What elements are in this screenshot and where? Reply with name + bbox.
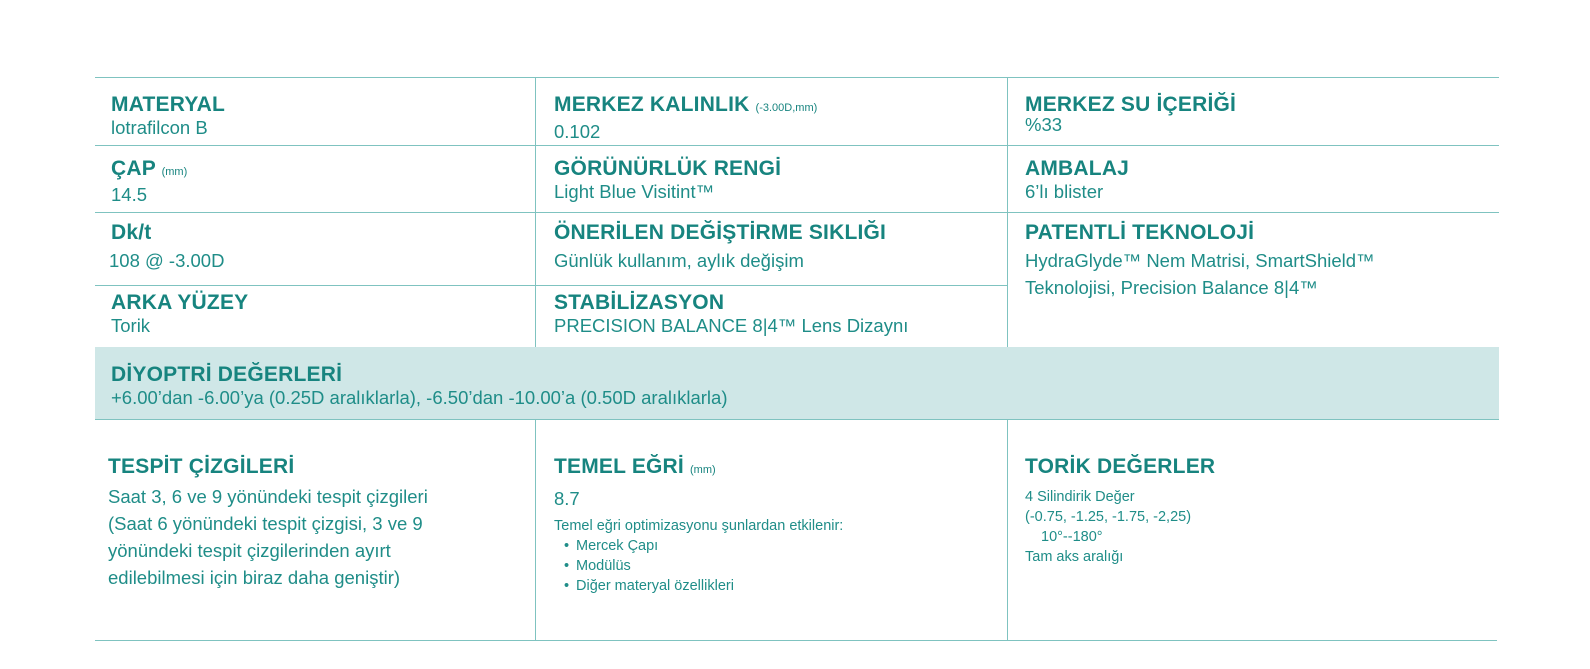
rule-row1	[95, 145, 1499, 146]
cell-value: 6’lı blister	[1025, 181, 1104, 202]
torik-line-4: Tam aks aralığı	[1025, 549, 1124, 565]
temel-bullet-list	[554, 536, 843, 596]
torik-line-2: (-0.75, -1.25, -1.75, -2,25)	[1025, 509, 1192, 525]
cell-degistirme-sikligi	[554, 221, 886, 272]
cell-title: STABİLİZASYON	[554, 291, 725, 314]
col-divider-2-bottom	[1007, 419, 1008, 641]
cell-unit: (mm)	[690, 464, 716, 476]
cell-stabilizasyon	[554, 291, 908, 337]
cell-torik-degerler	[1025, 455, 1215, 567]
cell-title: TESPİT ÇİZGİLERİ	[108, 455, 295, 478]
cell-title: AMBALAJ	[1025, 157, 1130, 180]
cell-ambalaj	[1025, 157, 1129, 203]
cell-value: PRECISION BALANCE 8|4™ Lens Dizaynı	[554, 315, 909, 336]
rule-bottom	[95, 640, 1497, 641]
cell-title: TORİK DEĞERLER	[1025, 455, 1216, 478]
list-item: • Diğer materyal özellikleri	[564, 578, 734, 594]
tespit-line-4: edilebilmesi için biraz daha geniştir)	[108, 567, 401, 588]
cell-unit: (mm)	[161, 166, 188, 178]
torik-line-1: 4 Silindirik Değer	[1025, 489, 1135, 505]
col-divider-1	[535, 77, 536, 347]
torik-line-3: 10°--180°	[1041, 529, 1103, 545]
cell-cap	[111, 157, 187, 206]
cell-value: lotrafilcon B	[111, 117, 208, 138]
cell-title: PATENTLİ TEKNOLOJİ	[1025, 221, 1255, 244]
rule-top	[95, 77, 1499, 78]
list-item: • Modülüs	[564, 558, 631, 574]
cell-diyoptri-degerleri	[111, 363, 728, 409]
col-divider-2	[1007, 77, 1008, 347]
cell-title: Dk/t	[111, 221, 152, 244]
bullet-icon: •	[564, 558, 570, 574]
rule-band-bottom	[95, 419, 1499, 420]
cell-title: TEMEL EĞRİ	[554, 455, 684, 478]
cell-value-line-2: Teknolojisi, Precision Balance 8|4™	[1025, 277, 1318, 298]
band-title: DİYOPTRİ DEĞERLERİ	[111, 363, 343, 386]
rule-row3	[95, 285, 1007, 286]
cell-title: MERKEZ SU İÇERİĞİ	[1025, 93, 1237, 116]
cell-value: 0.102	[554, 121, 601, 142]
tespit-line-2: (Saat 6 yönündeki tespit çizgisi, 3 ve 9	[108, 513, 423, 534]
cell-title: MATERYAL	[111, 93, 225, 116]
cell-materyal	[111, 93, 225, 139]
list-item: • Mercek Çapı	[564, 538, 659, 554]
temel-note: Temel eğri optimizasyonu şunlardan etkilenir:	[554, 518, 844, 534]
cell-value: 8.7	[554, 488, 580, 509]
cell-value: 108 @ -3.00D	[109, 250, 225, 271]
cell-tespit-cizgileri	[108, 455, 428, 591]
col-divider-1-bottom	[535, 419, 536, 641]
bullet-icon: •	[564, 578, 570, 594]
band-value: +6.00’dan -6.00’ya (0.25D aralıklarla), -6.50’dan -10.00’a (0.50D aralıklarla)	[111, 387, 728, 408]
cell-patentli-teknoloji	[1025, 221, 1375, 301]
tespit-line-1: Saat 3, 6 ve 9 yönündeki tespit çizgileri	[108, 486, 428, 507]
cell-title: ÇAP	[111, 157, 156, 180]
cell-value: 14.5	[111, 184, 148, 205]
cell-value-line-1: HydraGlyde™ Nem Matrisi, SmartShield™	[1025, 250, 1375, 271]
cell-dkt	[111, 221, 224, 272]
cell-title: ÖNERİLEN DEĞİŞTİRME SIKLIĞI	[554, 221, 887, 244]
bullet-icon: •	[564, 538, 570, 554]
cell-title: ARKA YÜZEY	[111, 291, 249, 314]
cell-gorunurluk-rengi	[554, 157, 781, 203]
cell-arka-yuzey	[111, 291, 248, 337]
cell-value: Torik	[111, 315, 151, 336]
cell-value: Günlük kullanım, aylık değişim	[554, 250, 804, 271]
cell-unit: (-3.00D,mm)	[755, 102, 818, 114]
cell-value: %33	[1025, 114, 1063, 135]
rule-row2	[95, 212, 1499, 213]
cell-temel-egri	[554, 455, 843, 596]
cell-title: MERKEZ KALINLIK	[554, 93, 750, 116]
cell-merkez-kalinlik	[554, 93, 817, 143]
cell-value: Light Blue Visitint™	[554, 181, 715, 202]
tespit-line-3: yönündeki tespit çizgilerinden ayırt	[108, 540, 391, 561]
cell-title: GÖRÜNÜRLÜK RENGİ	[554, 157, 782, 180]
lens-spec-table	[95, 77, 1499, 641]
cell-merkez-su-icerigi	[1025, 93, 1236, 136]
